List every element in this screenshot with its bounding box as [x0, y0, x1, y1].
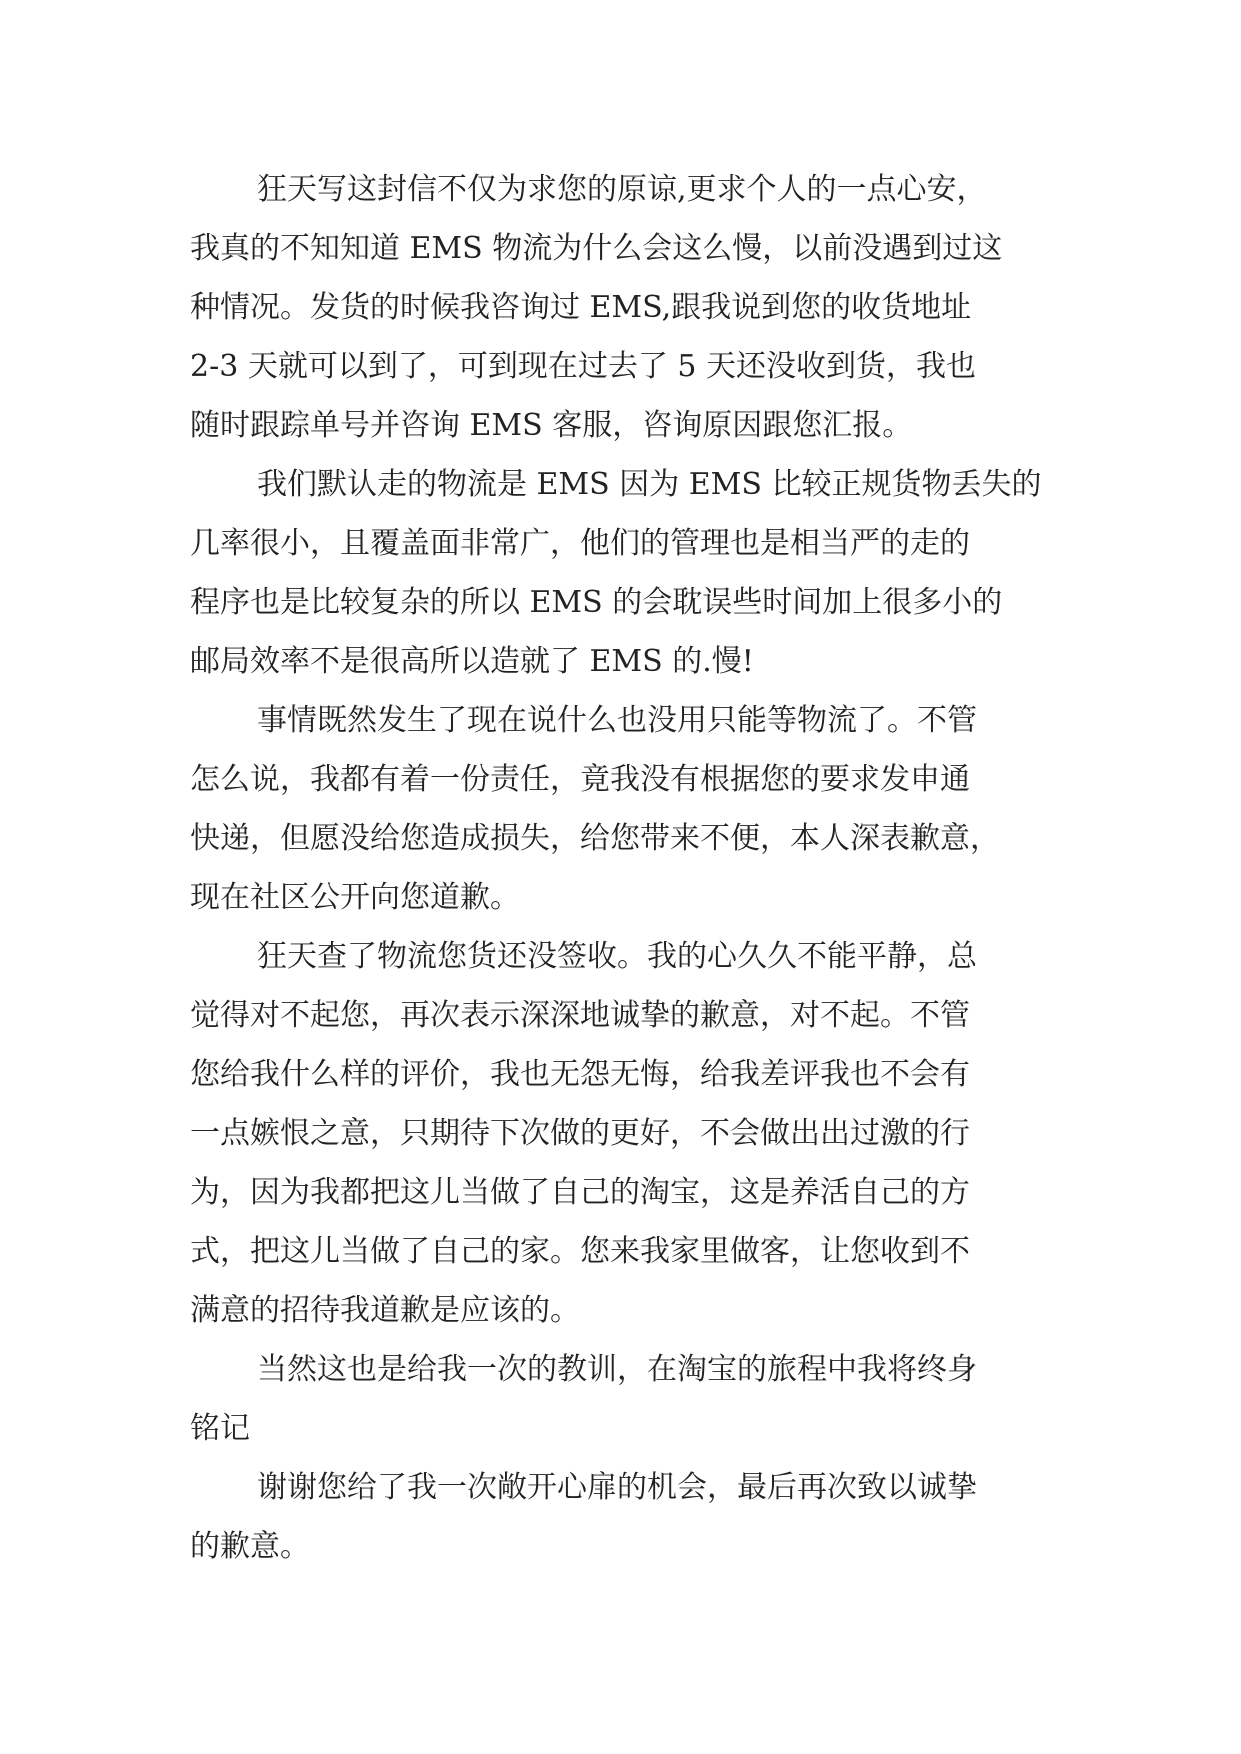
- text-line: 随时跟踪单号并咨询 EMS 客服，咨询原因跟您汇报。: [190, 408, 913, 443]
- text-line: 满意的招待我道歉是应该的。: [190, 1293, 580, 1328]
- text-line: 式，把这儿当做了自己的家。您来我家里做客，让您收到不: [190, 1234, 970, 1269]
- text-line: 铭记: [190, 1411, 250, 1446]
- text-line: 种情况。发货的时候我咨询过 EMS,跟我说到您的收货地址: [190, 290, 972, 325]
- text-line: 为，因为我都把这儿当做了自己的淘宝，这是养活自己的方: [190, 1175, 970, 1210]
- text-line: 邮局效率不是很高所以造就了 EMS 的.慢!: [190, 644, 754, 679]
- text-line: 我们默认走的物流是 EMS 因为 EMS 比较正规货物丢失的: [257, 467, 1042, 502]
- text-line: 现在社区公开向您道歉。: [190, 880, 520, 915]
- text-line: 当然这也是给我一次的教训，在淘宝的旅程中我将终身: [257, 1352, 977, 1387]
- text-line: 我真的不知知道 EMS 物流为什么会这么慢，以前没遇到过这: [190, 231, 1003, 266]
- text-line: 怎么说，我都有着一份责任，竟我没有根据您的要求发申通: [190, 762, 970, 797]
- paragraph-1: [190, 160, 1090, 455]
- paragraph-6: [190, 1458, 1090, 1576]
- text-line: 一点嫉恨之意，只期待下次做的更好，不会做出出过激的行: [190, 1116, 970, 1151]
- text-line: 狂天查了物流您货还没签收。我的心久久不能平静，总: [257, 939, 977, 974]
- paragraph-5: [190, 1340, 1090, 1458]
- paragraph-2: [190, 455, 1090, 691]
- letter-body: [190, 160, 1090, 1576]
- text-line: 的歉意。: [190, 1529, 310, 1564]
- text-line: 谢谢您给了我一次敞开心扉的机会，最后再次致以诚挚: [257, 1470, 977, 1505]
- text-line: 快递，但愿没给您造成损失，给您带来不便，本人深表歉意，: [190, 821, 1000, 856]
- paragraph-3: [190, 691, 1090, 927]
- text-line: 几率很小，且覆盖面非常广，他们的管理也是相当严的走的: [190, 526, 970, 561]
- text-line: 您给我什么样的评价，我也无怨无悔，给我差评我也不会有: [190, 1057, 970, 1092]
- text-line: 狂天写这封信不仅为求您的原谅,更求个人的一点心安，: [257, 172, 987, 207]
- paragraph-4: [190, 927, 1090, 1340]
- text-line: 觉得对不起您，再次表示深深地诚挚的歉意，对不起。不管: [190, 998, 970, 1033]
- text-line: 2-3 天就可以到了，可到现在过去了 5 天还没收到货，我也: [190, 349, 977, 384]
- text-line: 事情既然发生了现在说什么也没用只能等物流了。不管: [257, 703, 977, 738]
- text-line: 程序也是比较复杂的所以 EMS 的会耽误些时间加上很多小的: [190, 585, 1003, 620]
